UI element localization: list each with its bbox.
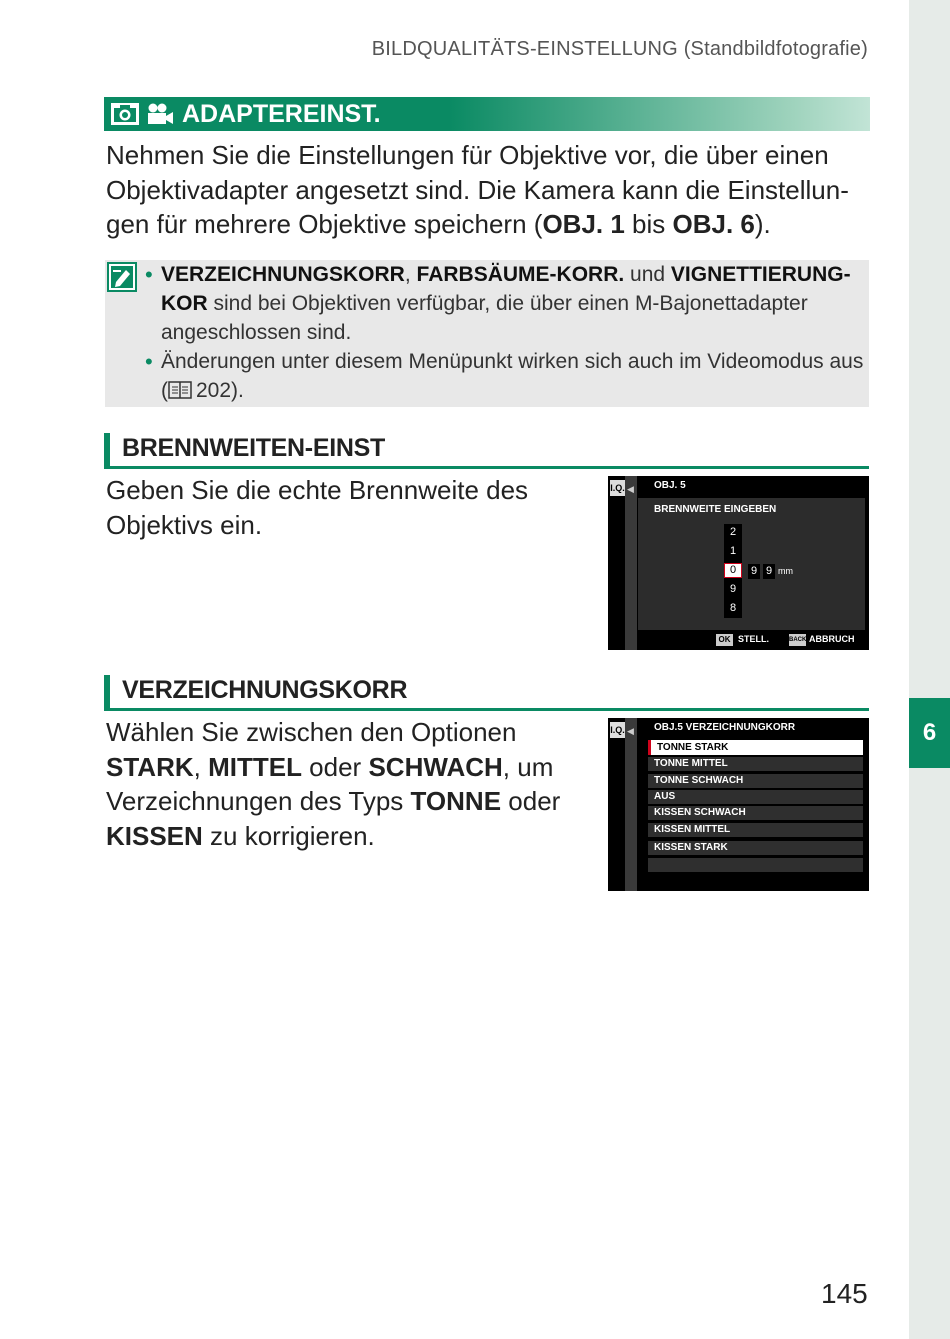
iq-tab-label: I.Q. (610, 480, 625, 496)
intro-text: Nehmen Sie die Einstellungen für Objektive vor, die über einen Objektivadapter angesetzt sind. Die Kamera kann die Einstellungen für mehrere Objektive speichern (OBJ. 1 bis OBJ. 6). (106, 140, 849, 239)
menu-option[interactable]: TONNE SCHWACH (648, 774, 863, 788)
side-strip (909, 0, 950, 1339)
movie-camera-icon (146, 102, 174, 126)
screen-title: OBJ.5 VERZEICHNUNGKORR (654, 722, 796, 733)
selected-digit[interactable]: 0 (724, 563, 742, 578)
menu-option[interactable]: KISSEN STARK (648, 841, 863, 855)
note-pencil-icon (107, 262, 137, 292)
wheel-digit: 2 (729, 526, 737, 538)
section-title: ADAPTEREINST. (182, 99, 381, 128)
obj1-label: OBJ. 1 (542, 209, 625, 239)
iq-tab-label: I.Q. (610, 722, 625, 738)
back-key-icon[interactable]: BACK (789, 634, 806, 646)
note-item: • Änderungen unter diesem Menüpunkt wirken sich auch im Videomodus aus ( 202). (145, 347, 865, 405)
back-label: ABBRUCH (809, 634, 855, 644)
book-icon (168, 381, 192, 399)
distortion-menu-screen (608, 718, 869, 891)
menu-side-bar (625, 476, 637, 650)
menu-option[interactable]: AUS (648, 790, 863, 804)
menu-option-selected[interactable]: TONNE STARK (648, 740, 863, 755)
brennweite-text: Geben Sie die echte Brennweite des Objektivs ein. (106, 475, 529, 540)
chapter-tab[interactable] (909, 698, 950, 768)
dialog-title: BRENNWEITE EINGEBEN (654, 504, 777, 515)
subheading-brennweite: BRENNWEITEN-EINST (104, 433, 869, 469)
arrow-left-icon: ◀ (627, 484, 634, 494)
camera-icon (110, 102, 140, 126)
chapter-number: 6 (922, 719, 937, 746)
note-list (145, 260, 865, 405)
running-head: BILDQUALITÄTS-EINSTELLUNG (Standbildfotografie) (371, 38, 868, 60)
unit-label: mm (778, 566, 793, 576)
menu-side-bar (625, 718, 637, 891)
note-box (105, 260, 869, 407)
digit-wheel[interactable] (724, 524, 742, 618)
wheel-digit: 1 (729, 545, 737, 557)
menu-option[interactable]: KISSEN MITTEL (648, 823, 863, 837)
menu-option-empty (648, 858, 863, 872)
page-number: 145 (821, 1278, 868, 1309)
subheading-verzeichnung: VERZEICHNUNGSKORR (104, 675, 869, 711)
verzeichnung-text: Wählen Sie zwischen den Optionen STARK, MITTEL oder SCHWACH, um Verzeichnungen des Typs TONNE oder KISSEN zu korrigieren. (106, 717, 561, 851)
digit-ones[interactable]: 9 (763, 564, 775, 579)
ok-label: STELL. (738, 634, 769, 644)
dialog-panel (638, 498, 865, 630)
screen-title: OBJ. 5 (654, 480, 686, 491)
page-reference[interactable]: 202 (196, 379, 232, 402)
menu-option[interactable]: TONNE MITTEL (648, 757, 863, 771)
section-title-bar (104, 97, 870, 131)
wheel-digit: 8 (729, 602, 737, 614)
ok-key-icon[interactable]: OK (716, 634, 733, 646)
menu-option[interactable]: KISSEN SCHWACH (648, 806, 863, 820)
wheel-digit: 9 (729, 583, 737, 595)
note-item: • VERZEICHNUNGSKORR, FARBSÄUME-KORR. und VIGNETTIERUNG-KOR sind bei Objektiven verfügbar, die über einen M-Bajonettadapter angeschlossen sind. (145, 260, 865, 347)
arrow-left-icon: ◀ (627, 726, 634, 736)
focal-length-screen (608, 476, 869, 650)
digit-tens[interactable]: 9 (748, 564, 760, 579)
obj6-label: OBJ. 6 (672, 209, 755, 239)
